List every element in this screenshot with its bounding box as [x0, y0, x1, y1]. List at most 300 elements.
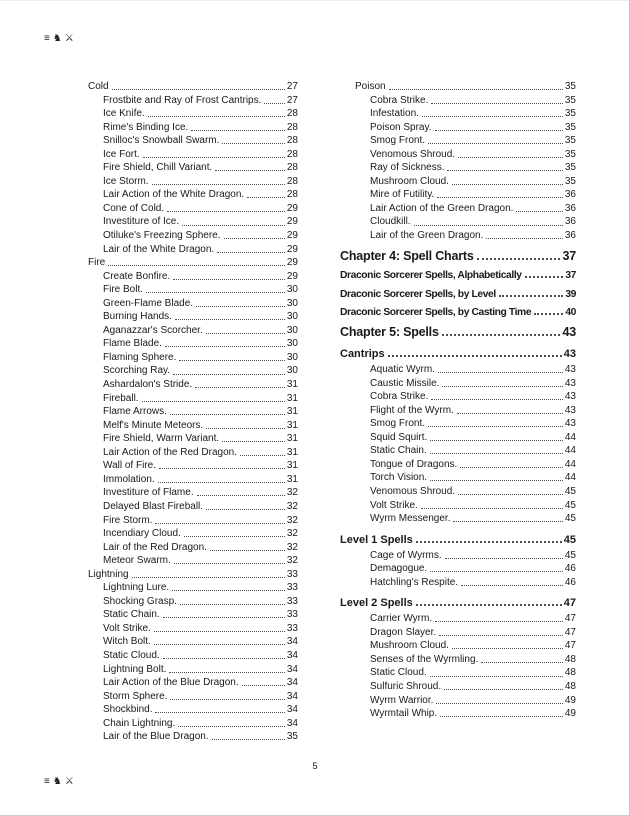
toc-label: Witch Bolt. — [103, 636, 151, 648]
toc-label: Lair of the White Dragon. — [103, 243, 215, 255]
page-ornament-bottom — [44, 776, 74, 788]
toc-entry-link[interactable] — [340, 471, 576, 485]
toc-entry-link[interactable] — [73, 243, 298, 257]
toc-entry-link[interactable] — [340, 666, 576, 680]
toc-entry-link[interactable] — [340, 202, 576, 216]
toc-entry-link[interactable] — [340, 444, 576, 458]
toc-label: Chapter 5: Spells — [340, 325, 439, 340]
toc-label: Torch Vision. — [370, 472, 428, 484]
toc-page-ref: 29 — [286, 202, 298, 214]
toc-label: Infestation. — [370, 108, 419, 120]
toc-entry-link[interactable] — [340, 626, 576, 640]
toc-label: Meteor Swarm. — [103, 555, 171, 567]
toc-label: Ice Fort. — [103, 148, 140, 160]
toc-entry-link[interactable] — [340, 653, 576, 667]
dot-leader — [247, 188, 285, 198]
toc-page-ref: 45 — [564, 485, 576, 497]
dot-leader — [179, 351, 285, 361]
toc-label: Fire Shield, Warm Variant. — [103, 433, 220, 445]
toc-label: Poison — [355, 81, 386, 92]
toc-label: Caustic Missile. — [370, 377, 440, 389]
toc-page-ref: 30 — [286, 365, 298, 377]
toc-page-ref: 36 — [564, 216, 576, 228]
dot-leader — [155, 703, 284, 713]
toc-page-ref: 31 — [286, 433, 298, 445]
toc-label: Otiluke's Freezing Sphere. — [103, 230, 221, 242]
dot-leader — [435, 121, 563, 131]
toc-label: Draconic Sorcerer Spells, Alphabetically — [340, 270, 522, 282]
toc-page-ref: 28 — [286, 108, 298, 120]
toc-page-ref: 29 — [286, 216, 298, 228]
dot-leader — [196, 297, 285, 307]
toc-page-ref: 34 — [286, 690, 298, 702]
toc-page-ref: 28 — [286, 148, 298, 160]
toc-entry-link[interactable] — [340, 485, 576, 499]
toc-page-ref: 35 — [286, 731, 298, 743]
toc-label: Cone of Cold. — [103, 202, 165, 214]
toc-entry-link[interactable] — [340, 188, 576, 202]
dot-leader — [173, 270, 285, 280]
dot-leader — [174, 554, 285, 564]
toc-label: Lair of the Blue Dragon. — [103, 731, 209, 743]
toc-entry-link[interactable] — [340, 576, 576, 590]
dot-leader — [163, 649, 285, 659]
toc-page-ref: 35 — [564, 108, 576, 120]
dot-leader — [155, 514, 284, 524]
toc-label: Wyrmtail Whip. — [370, 708, 438, 720]
toc-label: Frostbite and Ray of Frost Cantrips. — [103, 94, 262, 106]
toc-entry-link[interactable] — [73, 595, 298, 609]
dot-leader — [438, 363, 563, 373]
dot-leader — [453, 512, 562, 522]
toc-page-ref: 43 — [564, 391, 576, 403]
dot-leader — [430, 444, 563, 454]
toc-entry-link[interactable] — [73, 473, 298, 487]
dot-leader — [206, 500, 285, 510]
toc-label: Flame Arrows. — [103, 406, 167, 418]
toc-entry-link[interactable] — [73, 676, 298, 690]
toc-label: Delayed Blast Fireball. — [103, 500, 204, 512]
toc-entry-link[interactable] — [73, 324, 298, 338]
toc-page-ref: 36 — [564, 189, 576, 201]
dot-leader — [184, 527, 285, 537]
dot-leader — [178, 717, 285, 727]
knight-icon: ♞ — [52, 776, 62, 787]
dot-leader — [439, 626, 563, 636]
toc-entry-link[interactable] — [340, 107, 576, 121]
toc-page-ref: 31 — [286, 406, 298, 418]
dot-leader — [143, 148, 285, 158]
toc-page-ref: 48 — [564, 653, 576, 665]
page-ornament-top — [44, 33, 74, 45]
toc-label: Squid Squirt. — [370, 431, 428, 443]
toc-page-ref: 31 — [286, 446, 298, 458]
toc-label: Cloudkill. — [370, 216, 411, 228]
toc-page-ref: 32 — [286, 555, 298, 567]
dot-leader — [264, 94, 284, 104]
toc-label: Green-Flame Blade. — [103, 297, 194, 309]
toc-label: Dragon Slayer. — [370, 626, 437, 638]
toc-entry-link[interactable] — [73, 500, 298, 514]
toc-subsection-link[interactable] — [340, 596, 576, 610]
dot-leader — [212, 730, 285, 740]
toc-subchapter-link[interactable] — [340, 269, 576, 282]
menu-icon: ≡ — [44, 33, 50, 44]
toc-entry-link[interactable] — [73, 514, 298, 528]
toc-subsection-link[interactable] — [340, 347, 576, 361]
toc-entry-link[interactable] — [340, 512, 576, 526]
toc-page-ref: 43 — [564, 364, 576, 376]
dot-leader — [152, 175, 285, 185]
toc-subsection-link[interactable] — [340, 533, 576, 547]
toc-entry-link[interactable] — [340, 612, 576, 626]
toc-entry-link[interactable] — [73, 107, 298, 121]
toc-page-ref: 28 — [286, 162, 298, 174]
toc-page-ref: 34 — [286, 717, 298, 729]
dot-leader — [146, 283, 285, 293]
toc-entry-link[interactable] — [73, 432, 298, 446]
toc-entry-link[interactable] — [73, 581, 298, 595]
toc-entry-link[interactable] — [340, 148, 576, 162]
toc-label: Level 1 Spells — [340, 533, 413, 546]
toc-entry-link[interactable] — [340, 134, 576, 148]
toc-entry-link[interactable] — [73, 188, 298, 202]
dot-leader — [142, 392, 285, 402]
toc-label: Ice Knife. — [103, 108, 145, 120]
toc-label: Flight of the Wyrm. — [370, 404, 454, 416]
dot-leader — [215, 161, 285, 171]
toc-label: Sulfuric Shroud. — [370, 681, 442, 692]
dot-leader — [437, 188, 563, 198]
toc-label: Flaming Sphere. — [103, 351, 177, 363]
toc-label: Cold — [88, 81, 109, 92]
toc-page-ref: 31 — [286, 419, 298, 431]
toc-label: Shocking Grasp. — [103, 595, 177, 607]
toc-entry-link[interactable] — [73, 94, 298, 108]
dot-leader — [389, 80, 563, 90]
dot-leader — [431, 390, 563, 400]
toc-section-link[interactable] — [340, 80, 576, 94]
toc-page-ref: 44 — [564, 458, 576, 470]
toc-page-ref: 29 — [286, 270, 298, 282]
dot-leader — [458, 148, 563, 158]
toc-entry-link[interactable] — [340, 549, 576, 563]
toc-column-right — [340, 80, 576, 721]
toc-page-ref: 43 — [564, 377, 576, 389]
toc-entry-link[interactable] — [73, 351, 298, 365]
toc-entry-link[interactable] — [340, 417, 576, 431]
toc-page-ref: 43 — [564, 404, 576, 416]
toc-label: Static Cloud. — [103, 649, 160, 661]
dot-leader — [210, 541, 285, 551]
toc-page-ref: 28 — [286, 175, 298, 187]
toc-label: Ice Storm. — [103, 175, 149, 187]
toc-label: Lightning Bolt. — [103, 663, 167, 675]
toc-page-ref: 27 — [286, 94, 298, 106]
dot-leader — [477, 249, 561, 260]
dot-leader — [422, 107, 563, 117]
toc-section-link[interactable] — [73, 256, 298, 270]
toc-page-ref: 29 — [286, 257, 298, 269]
toc-entry-link[interactable] — [73, 134, 298, 148]
toc-page-ref: 30 — [286, 311, 298, 323]
toc-page-ref: 30 — [286, 324, 298, 336]
toc-label: Wyrm Warrior. — [370, 694, 434, 706]
dot-leader — [242, 676, 285, 686]
toc-page-ref: 49 — [564, 694, 576, 706]
toc-label: Fire Bolt. — [103, 284, 144, 296]
toc-label: Flame Blade. — [103, 338, 162, 350]
toc-column-left — [73, 80, 298, 744]
toc-entry-link[interactable] — [73, 608, 298, 622]
toc-entry-link[interactable] — [340, 499, 576, 513]
toc-entry-link[interactable] — [340, 431, 576, 445]
toc-entry-link[interactable] — [73, 364, 298, 378]
toc-entry-link[interactable] — [73, 663, 298, 677]
dot-leader — [154, 635, 285, 645]
toc-entry-link[interactable] — [340, 229, 576, 243]
toc-section-link[interactable] — [73, 568, 298, 582]
toc-label: Lair Action of the Blue Dragon. — [103, 677, 239, 689]
toc-page-ref: 35 — [564, 148, 576, 160]
toc-label: Hatchling's Respite. — [370, 576, 459, 588]
toc-entry-link[interactable] — [340, 562, 576, 576]
toc-entry-link[interactable] — [73, 703, 298, 717]
toc-entry-link[interactable] — [73, 419, 298, 433]
toc-label: Fireball. — [103, 392, 139, 404]
toc-page-ref: 32 — [286, 487, 298, 499]
dot-leader — [430, 471, 563, 481]
toc-entry-link[interactable] — [340, 94, 576, 108]
dot-leader — [132, 568, 285, 578]
dot-leader — [460, 458, 563, 468]
toc-entry-link[interactable] — [73, 202, 298, 216]
toc-page-ref: 35 — [564, 175, 576, 187]
toc-page-ref: 40 — [565, 307, 576, 319]
toc-entry-link[interactable] — [340, 639, 576, 653]
toc-page-ref: 44 — [564, 431, 576, 443]
toc-page-ref: 35 — [564, 162, 576, 174]
toc-label: Lair of the Green Dragon. — [370, 230, 484, 242]
dot-leader — [414, 215, 563, 225]
toc-page-ref: 32 — [286, 500, 298, 512]
toc-page-ref: 45 — [564, 513, 576, 525]
dot-leader — [442, 377, 562, 387]
dot-leader — [416, 533, 562, 543]
toc-label: Static Chain. — [370, 445, 427, 457]
toc-entry-link[interactable] — [73, 649, 298, 663]
toc-page-ref: 48 — [564, 681, 576, 692]
toc-page-ref: 31 — [286, 379, 298, 391]
toc-entry-link[interactable] — [73, 392, 298, 406]
toc-chapter-link[interactable] — [340, 249, 576, 264]
toc-page-ref: 45 — [563, 533, 576, 546]
dot-leader — [148, 107, 285, 117]
toc-entry-link[interactable] — [73, 175, 298, 189]
dot-leader — [516, 202, 562, 212]
dot-leader — [442, 325, 561, 336]
toc-label: Aquatic Wyrm. — [370, 364, 435, 376]
toc-entry-link[interactable] — [340, 707, 576, 721]
dot-leader — [458, 485, 563, 495]
toc-entry-link[interactable] — [73, 270, 298, 284]
toc-entry-link[interactable] — [73, 635, 298, 649]
toc-label: Volt Strike. — [103, 622, 151, 634]
toc-label: Smog Front. — [370, 135, 426, 147]
toc-label: Investiture of Flame. — [103, 487, 194, 499]
toc-entry-link[interactable] — [73, 215, 298, 229]
toc-label: Static Cloud. — [370, 667, 427, 679]
toc-page-ref: 34 — [286, 704, 298, 716]
toc-page-ref: 37 — [565, 270, 576, 282]
toc-entry-link[interactable] — [340, 161, 576, 175]
toc-page-ref: 31 — [286, 460, 298, 472]
dot-leader — [388, 347, 562, 357]
toc-label: Storm Sphere. — [103, 690, 168, 702]
toc-page-ref: 45 — [564, 499, 576, 511]
toc-label: Cantrips — [340, 348, 385, 361]
toc-entry-link[interactable] — [340, 363, 576, 377]
toc-entry-link[interactable] — [73, 405, 298, 419]
toc-label: Melf's Minute Meteors. — [103, 419, 204, 431]
toc-entry-link[interactable] — [73, 717, 298, 731]
toc-page-ref: 47 — [564, 613, 576, 625]
dot-leader — [430, 562, 563, 572]
toc-page-ref: 30 — [286, 351, 298, 363]
toc-page-ref: 44 — [564, 472, 576, 484]
toc-page-ref: 32 — [286, 528, 298, 540]
toc-label: Ray of Sickness. — [370, 162, 445, 174]
toc-entry-link[interactable] — [73, 121, 298, 135]
toc-label: Lightning Lure. — [103, 582, 170, 594]
toc-page-ref: 45 — [564, 549, 576, 561]
toc-page-ref: 33 — [286, 568, 298, 580]
toc-label: Ashardalon's Stride. — [103, 379, 193, 391]
toc-page-ref: 33 — [286, 622, 298, 634]
page-number: 5 — [312, 761, 318, 772]
toc-entry-link[interactable] — [73, 283, 298, 297]
toc-page-ref: 28 — [286, 121, 298, 133]
dot-leader — [206, 419, 285, 429]
toc-page-ref: 47 — [564, 626, 576, 638]
toc-page-ref: 34 — [286, 663, 298, 675]
toc-entry-link[interactable] — [340, 694, 576, 708]
toc-page-ref: 48 — [564, 667, 576, 679]
toc-entry-link[interactable] — [73, 527, 298, 541]
toc-page-ref: 33 — [286, 609, 298, 621]
dot-leader — [159, 459, 285, 469]
dot-leader — [222, 134, 284, 144]
swords-icon: ⚔ — [64, 776, 74, 787]
toc-entry-link[interactable] — [73, 161, 298, 175]
toc-entry-link[interactable] — [340, 404, 576, 418]
toc-entry-link[interactable] — [73, 337, 298, 351]
toc-label: Wyrm Messenger. — [370, 513, 451, 525]
toc-entry-link[interactable] — [340, 458, 576, 472]
dot-leader — [486, 229, 562, 239]
dot-leader — [170, 690, 284, 700]
toc-entry-link[interactable] — [73, 486, 298, 500]
toc-section-link[interactable] — [73, 80, 298, 94]
toc-entry-link[interactable] — [73, 297, 298, 311]
toc-page-ref: 35 — [564, 81, 576, 92]
menu-icon: ≡ — [44, 776, 50, 787]
toc-page-ref: 28 — [286, 135, 298, 147]
toc-label: Lair Action of the Green Dragon. — [370, 202, 514, 214]
dot-leader — [224, 229, 285, 239]
dot-leader — [154, 622, 285, 632]
toc-entry-link[interactable] — [340, 215, 576, 229]
dot-leader — [240, 446, 285, 456]
toc-label: Aganazzar's Scorcher. — [103, 324, 203, 336]
toc-entry-link[interactable] — [73, 446, 298, 460]
dot-leader — [182, 215, 285, 225]
dot-leader — [165, 337, 285, 347]
toc-entry-link[interactable] — [340, 377, 576, 391]
toc-entry-link[interactable] — [73, 690, 298, 704]
toc-page-ref: 47 — [564, 640, 576, 652]
toc-label: Incendiary Cloud. — [103, 528, 181, 540]
toc-entry-link[interactable] — [73, 554, 298, 568]
toc-entry-link[interactable] — [73, 229, 298, 243]
toc-chapter-link[interactable] — [340, 325, 576, 340]
toc-page-ref: 43 — [563, 348, 576, 361]
toc-label: Carrier Wyrm. — [370, 613, 433, 625]
toc-entry-link[interactable] — [73, 148, 298, 162]
dot-leader — [108, 256, 285, 266]
toc-page-ref: 34 — [286, 649, 298, 661]
toc-subchapter-link[interactable] — [340, 306, 576, 319]
toc-page-ref: 29 — [286, 243, 298, 255]
toc-label: Shockbind. — [103, 704, 153, 716]
toc-entry-link[interactable] — [73, 310, 298, 324]
dot-leader — [525, 269, 564, 278]
toc-page-ref: 34 — [286, 636, 298, 648]
toc-label: Immolation. — [103, 473, 155, 485]
toc-label: Lightning — [88, 568, 129, 580]
toc-entry-link[interactable] — [340, 175, 576, 189]
dot-leader — [436, 694, 562, 704]
dot-leader — [197, 486, 285, 496]
toc-entry-link[interactable] — [73, 541, 298, 555]
dot-leader — [163, 608, 285, 618]
toc-label: Create Bonfire. — [103, 270, 171, 282]
toc-entry-link[interactable] — [73, 730, 298, 744]
toc-page-ref: 33 — [286, 582, 298, 594]
dot-leader — [444, 680, 563, 690]
toc-entry-link[interactable] — [73, 378, 298, 392]
toc-page-ref: 47 — [563, 597, 576, 610]
toc-entry-link[interactable] — [340, 390, 576, 404]
dot-leader — [416, 596, 562, 606]
toc-page-ref: 32 — [286, 514, 298, 526]
toc-entry-link[interactable] — [340, 680, 576, 694]
toc-page-ref: 35 — [564, 135, 576, 147]
dot-leader — [421, 499, 563, 509]
toc-entry-link[interactable] — [73, 459, 298, 473]
toc-page-ref: 43 — [562, 325, 576, 340]
toc-entry-link[interactable] — [73, 622, 298, 636]
toc-label: Poison Spray. — [370, 121, 432, 133]
toc-entry-link[interactable] — [340, 121, 576, 135]
toc-label: Mushroom Cloud. — [370, 640, 449, 652]
toc-label: Draconic Sorcerer Spells, by Casting Time — [340, 307, 532, 319]
toc-label: Demagogue. — [370, 563, 428, 575]
toc-page-ref: 34 — [286, 677, 298, 689]
dot-leader — [447, 161, 562, 171]
toc-label: Mushroom Cloud. — [370, 175, 449, 187]
toc-subchapter-link[interactable] — [340, 288, 576, 301]
